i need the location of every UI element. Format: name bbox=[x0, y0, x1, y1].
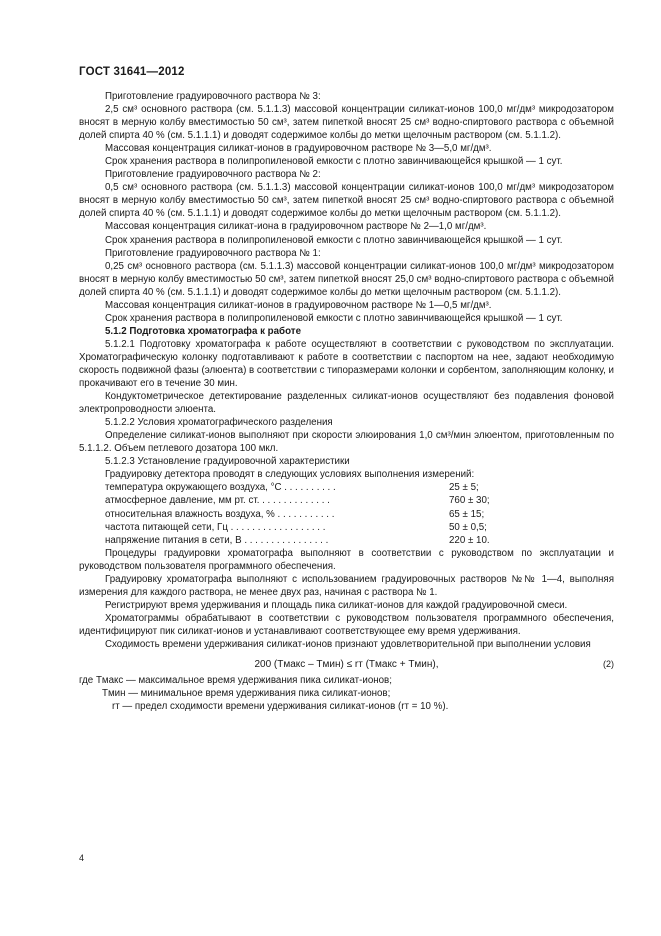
paragraph: Приготовление градуировочного раствора № 3: bbox=[105, 91, 321, 102]
condition-value: 65 ± 15; bbox=[449, 508, 485, 520]
formula-block bbox=[79, 654, 614, 674]
condition-label: напряжение питания в сети, В . . . . . . . . . . . . . . . . bbox=[105, 534, 329, 546]
paragraph: Градуировку детектора проводят в следующих условиях выполнения измерений: bbox=[105, 469, 475, 481]
condition-row bbox=[79, 494, 614, 507]
condition-row bbox=[79, 521, 614, 534]
document-body bbox=[79, 90, 614, 713]
subsection-heading: 5.1.2.2 Условия хроматографического разделения bbox=[105, 417, 333, 429]
condition-label: относительная влажность воздуха, % . . . . . . . . . . . bbox=[105, 508, 335, 520]
paragraph: 0,5 см³ основного раствора (см. 5.1.1.3) массовой концентрации силикат-ионов 100,0 мг/дм³ микродозатором вносят в мерную колбу вместимостью 50 см³, затем пипеткой вносят 25 см³ водно-спиртового раствора с объемной долей спирта 40 % (см. 5.1.1.1) и доводят содержимое колбы до метки щелочным раствором (см. 5.1.1.2). bbox=[79, 182, 614, 220]
where-row bbox=[79, 700, 614, 713]
paragraph: Массовая концентрация силикат-ионов в градуировочном растворе № 1—0,5 мг/дм³. bbox=[105, 299, 492, 311]
where-row bbox=[79, 674, 614, 687]
paragraph: Сходимость времени удерживания силикат-ионов признают удовлетворительной при выполнении условия bbox=[105, 638, 591, 650]
paragraph: Определение силикат-ионов выполняют при скорости элюирования 1,0 см³/мин элюентом, приготовленным по 5.1.1.2. Объем петлевого дозатора 100 мкл. bbox=[79, 430, 614, 455]
formula-number: (2) bbox=[603, 659, 614, 670]
condition-value: 25 ± 5; bbox=[449, 482, 479, 494]
condition-label: температура окружающего воздуха, °С . . . . . . . . . . bbox=[105, 482, 336, 494]
where-row bbox=[79, 687, 614, 700]
paragraph: Градуировку хроматографа выполняют с использованием градуировочных растворов №№ 1—4, выполняя измерения для каждого раствора, не менее двух раз, начиная с раствора № 1. bbox=[79, 573, 614, 598]
paragraph: Регистрируют время удерживания и площадь пика силикат-ионов для каждой градуировочной смеси. bbox=[105, 599, 568, 611]
subsection-heading: 5.1.2.3 Установление градуировочной характеристики bbox=[105, 456, 350, 468]
document-header: ГОСТ 31641—2012 bbox=[79, 66, 185, 78]
conditions-list bbox=[79, 481, 614, 546]
paragraph: 2,5 см³ основного раствора (см. 5.1.1.3) массовой концентрации силикат-ионов 100,0 мг/дм³ микродозатором вносят в мерную колбу вместимостью 50 см³, затем пипеткой вносят 25 см³ водно-спиртового раствора с объемной долей спирта 40 % (см. 5.1.1.1) и доводят содержимое колбы до метки щелочным раствором (см. 5.1.1.2). bbox=[79, 104, 614, 142]
paragraph: Массовая концентрация силикат-ионов в градуировочном растворе № 3—5,0 мг/дм³. bbox=[105, 143, 492, 155]
paragraph: Срок хранения раствора в полипропиленовой емкости с плотно завинчивающейся крышкой — 1 сут. bbox=[105, 312, 563, 324]
paragraph: Срок хранения раствора в полипропиленовой емкости с плотно завинчивающейся крышкой — 1 сут. bbox=[105, 156, 563, 168]
page-number: 4 bbox=[79, 853, 85, 863]
condition-value: 220 ± 10. bbox=[449, 534, 490, 546]
condition-label: частота питающей сети, Гц . . . . . . . . . . . . . . . . . . bbox=[105, 521, 326, 533]
where-text: Tмин — минимальное время удерживания пика силикат-ионов; bbox=[102, 688, 391, 700]
condition-value: 760 ± 30; bbox=[449, 495, 490, 507]
paragraph: Приготовление градуировочного раствора № 1: bbox=[105, 247, 321, 259]
paragraph: Приготовление градуировочного раствора № 2: bbox=[105, 169, 321, 181]
paragraph: Хроматограммы обрабатывают в соответствии с руководством пользователя программного обеспечения, идентифицируют пик силикат-ионов и устанавливают соответствующее ему время удерживания. bbox=[79, 612, 614, 637]
condition-label: атмосферное давление, мм рт. ст. . . . . . . . . . . . . . bbox=[105, 495, 330, 507]
paragraph: 5.1.2.1 Подготовку хроматографа к работе осуществляют в соответствии с руководством по эксплуатации. Хроматографическую колонку подготавливают к работе в соответствии с паспортом на нее, задают необходимую скорость подвижной фазы (элюента) в соответствии с типоразмерами колонки и сорбентом, заполняющим колонку, и прокачивают его в течение 30 мин. bbox=[79, 338, 614, 390]
where-text: rт — предел сходимости времени удерживания силикат-ионов (rт = 10 %). bbox=[112, 701, 449, 713]
paragraph: Срок хранения раствора в полипропиленовой емкости с плотно завинчивающейся крышкой — 1 сут. bbox=[105, 234, 563, 246]
condition-row bbox=[79, 534, 614, 547]
where-list bbox=[79, 674, 614, 713]
condition-row bbox=[79, 481, 614, 494]
paragraph: Массовая концентрация силикат-иона в градуировочном растворе № 2—1,0 мг/дм³. bbox=[105, 221, 487, 233]
formula-text: 200 (Tмакс – Tмин) ≤ rт (Tмакс + Tмин), bbox=[254, 659, 439, 671]
section-heading: 5.1.2 Подготовка хроматографа к работе bbox=[105, 325, 301, 337]
paragraph: 0,25 см³ основного раствора (см. 5.1.1.3) массовой концентрации силикат-ионов 100,0 мг/дм³ микродозатором вносят в мерную колбу вместимостью 50 см³, затем пипеткой вносят 25,0 см³ водно-спиртового раствора с объемной долей спирта 40 % (см. 5.1.1.1) и доводят содержимое колбы до метки щелочным раствором (см. 5.1.1.2). bbox=[79, 260, 614, 298]
condition-row bbox=[79, 508, 614, 521]
condition-value: 50 ± 0,5; bbox=[449, 521, 487, 533]
where-text: где Tмакс — максимальное время удерживания пика силикат-ионов; bbox=[79, 675, 392, 687]
paragraph: Кондуктометрическое детектирование разделенных силикат-ионов осуществляют без подавления фоновой электропроводности элюента. bbox=[79, 391, 614, 416]
paragraph: Процедуры градуировки хроматографа выполняют в соответствии с руководством по эксплуатации и руководством пользователя программного обеспечения. bbox=[79, 547, 614, 572]
